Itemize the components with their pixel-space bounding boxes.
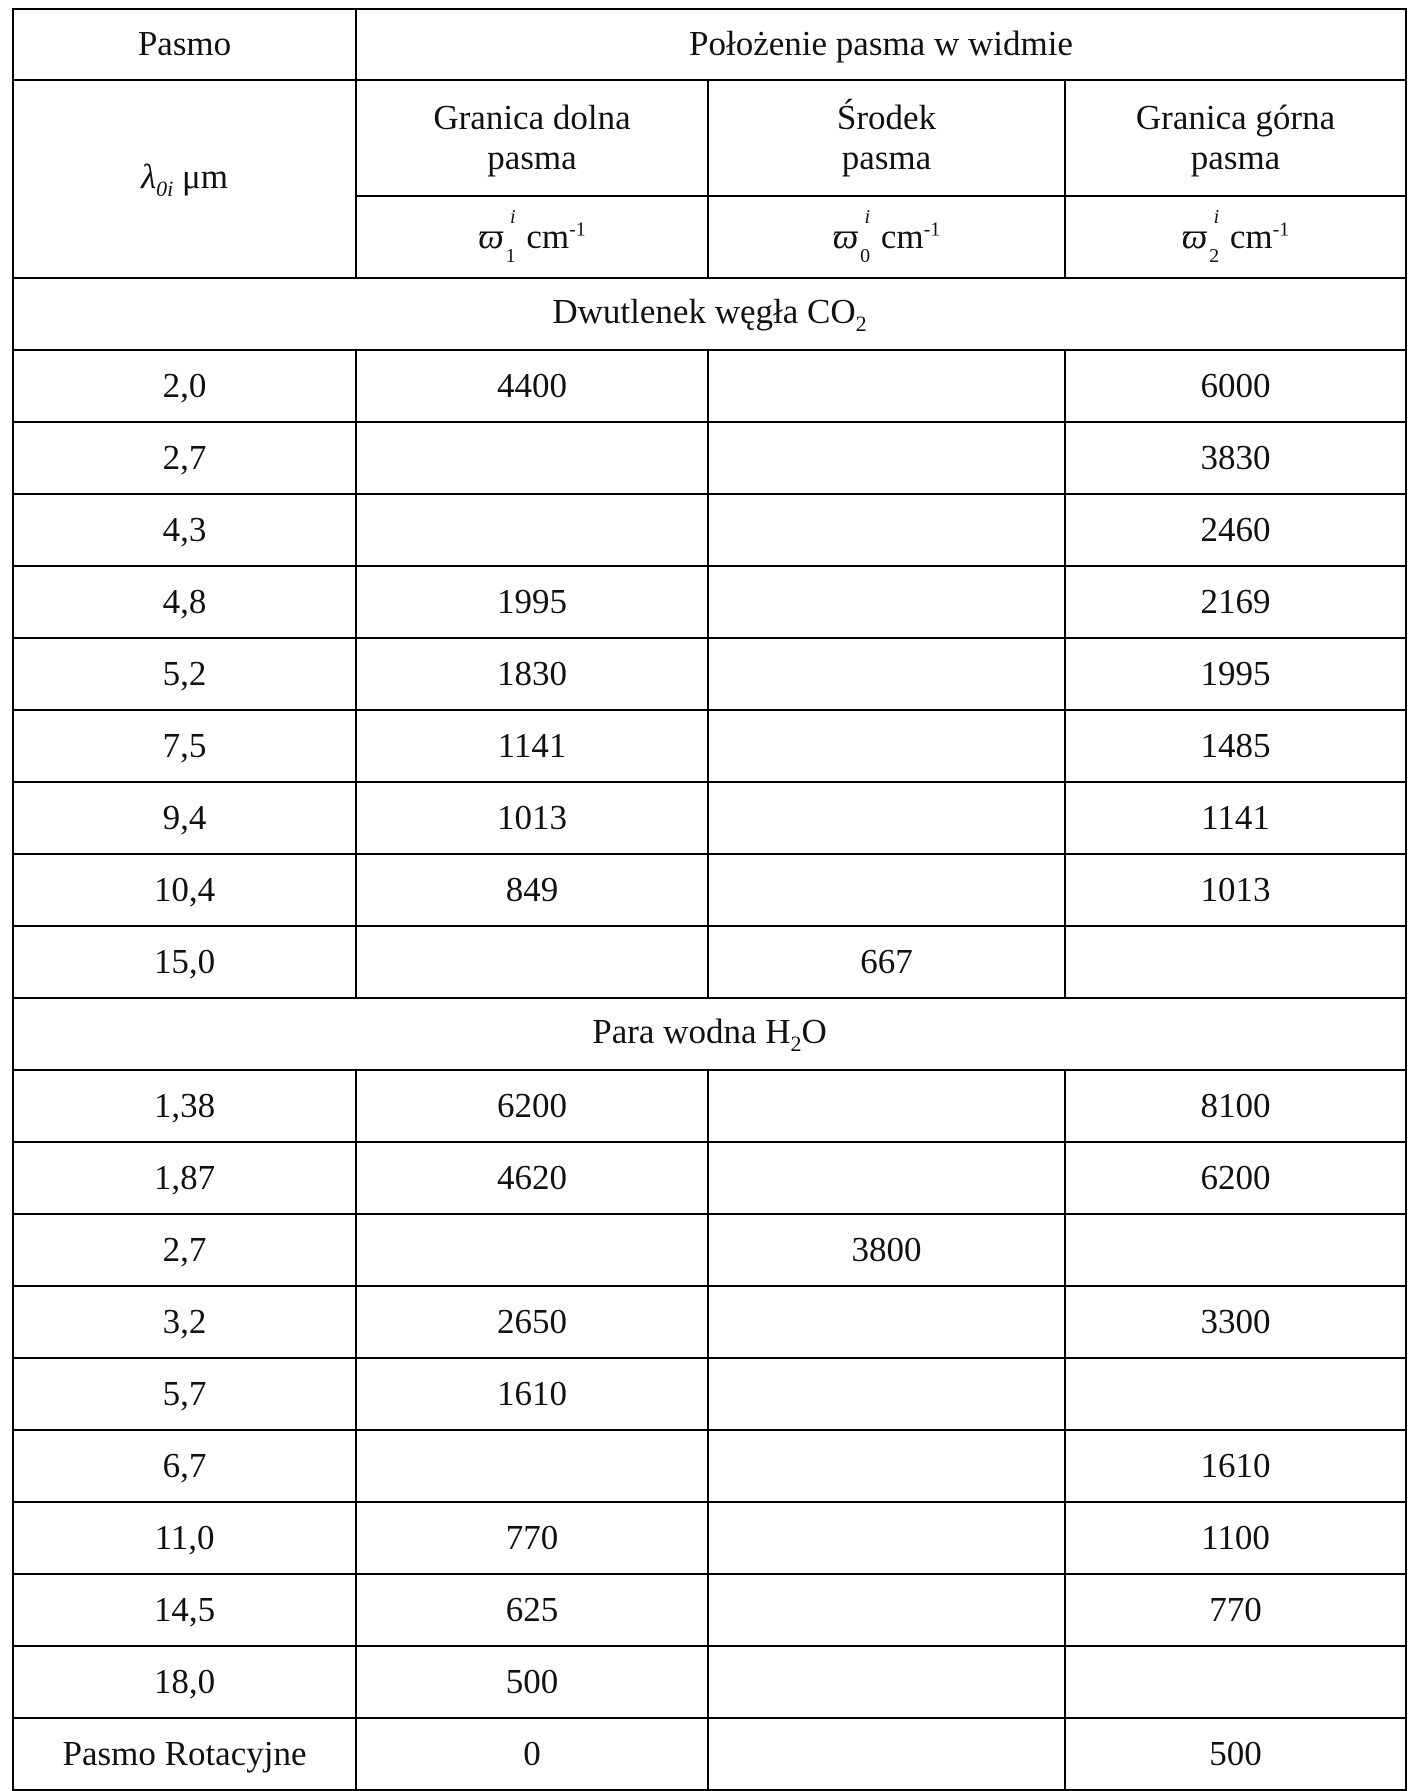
omega2-header xyxy=(1065,196,1406,278)
upper-bound-header: Granica górna pasma xyxy=(1065,80,1406,196)
lower-bound-cell: 6200 xyxy=(356,1070,708,1142)
upper-bound-cell: 3830 xyxy=(1065,422,1406,494)
band-cell: 14,5 xyxy=(13,1574,356,1646)
omega1-unit: $cm^{-1}$ xyxy=(526,217,586,257)
center-cell xyxy=(708,710,1065,782)
band-cell: 11,0 xyxy=(13,1502,356,1574)
center-cell xyxy=(708,1286,1065,1358)
band-cell: Pasmo Rotacyjne xyxy=(13,1718,356,1790)
center-header: Środek pasma xyxy=(708,80,1065,196)
table-row xyxy=(13,710,1406,782)
header-row-2 xyxy=(13,80,1406,196)
omega0-unit: $cm^{-1}$ xyxy=(880,217,941,257)
omega1-header xyxy=(356,196,708,278)
table-row xyxy=(13,422,1406,494)
table-row xyxy=(13,1214,1406,1286)
center-cell: 667 xyxy=(708,926,1065,998)
band-cell: 9,4 xyxy=(13,782,356,854)
lower-bound-cell: 1013 xyxy=(356,782,708,854)
table-row xyxy=(13,926,1406,998)
center-cell xyxy=(708,1502,1065,1574)
table-row xyxy=(13,1070,1406,1142)
omega0-symbol: ϖ i 0 xyxy=(832,206,871,267)
lower-bound-cell: 1141 xyxy=(356,710,708,782)
band-cell: 1,38 xyxy=(13,1070,356,1142)
table-row xyxy=(13,1142,1406,1214)
lower-bound-cell: 4400 xyxy=(356,350,708,422)
lower-bound-cell xyxy=(356,1430,708,1502)
table-row xyxy=(13,494,1406,566)
lower-bound-cell xyxy=(356,926,708,998)
absorption-bands-table xyxy=(12,8,1407,1791)
upper-bound-cell: 6200 xyxy=(1065,1142,1406,1214)
band-cell: 2,7 xyxy=(13,1214,356,1286)
band-cell: 3,2 xyxy=(13,1286,356,1358)
upper-bound-cell xyxy=(1065,1646,1406,1718)
center-cell xyxy=(708,854,1065,926)
center-cell xyxy=(708,350,1065,422)
header-row-1 xyxy=(13,9,1406,80)
center-cell xyxy=(708,1142,1065,1214)
table-row xyxy=(13,1430,1406,1502)
center-cell xyxy=(708,1070,1065,1142)
section-title: Para wodna $H_2O$ xyxy=(13,998,1406,1070)
lower-bound-cell xyxy=(356,422,708,494)
band-cell: 4,3 xyxy=(13,494,356,566)
center-cell xyxy=(708,638,1065,710)
table-row xyxy=(13,566,1406,638)
band-header: Pasmo xyxy=(13,9,356,80)
table-row xyxy=(13,1646,1406,1718)
position-header: Położenie pasma w widmie xyxy=(356,9,1406,80)
lower-bound-cell: 4620 xyxy=(356,1142,708,1214)
upper-bound-cell: 2460 xyxy=(1065,494,1406,566)
center-cell xyxy=(708,1430,1065,1502)
band-cell: 6,7 xyxy=(13,1430,356,1502)
upper-bound-cell: 1141 xyxy=(1065,782,1406,854)
center-cell xyxy=(708,1574,1065,1646)
lower-bound-cell: 625 xyxy=(356,1574,708,1646)
band-cell: 1,87 xyxy=(13,1142,356,1214)
center-cell: 3800 xyxy=(708,1214,1065,1286)
center-cell xyxy=(708,494,1065,566)
center-cell xyxy=(708,566,1065,638)
upper-bound-cell: 1100 xyxy=(1065,1502,1406,1574)
center-cell xyxy=(708,422,1065,494)
table-body xyxy=(13,9,1406,1790)
band-cell: 10,4 xyxy=(13,854,356,926)
omega2-symbol: ϖ i 2 xyxy=(1181,206,1220,267)
center-cell xyxy=(708,1718,1065,1790)
band-cell: 2,7 xyxy=(13,422,356,494)
band-cell: 18,0 xyxy=(13,1646,356,1718)
table-row xyxy=(13,1286,1406,1358)
table-row xyxy=(13,854,1406,926)
lower-bound-cell: 500 xyxy=(356,1646,708,1718)
omega0-header xyxy=(708,196,1065,278)
section-title: Dwutlenek węgła $CO_2$ xyxy=(13,278,1406,350)
lower-bound-cell: 1830 xyxy=(356,638,708,710)
band-cell: 5,7 xyxy=(13,1358,356,1430)
band-cell: 4,8 xyxy=(13,566,356,638)
lower-bound-cell: 0 xyxy=(356,1718,708,1790)
upper-bound-cell: 3300 xyxy=(1065,1286,1406,1358)
band-cell: 5,2 xyxy=(13,638,356,710)
section-header-row xyxy=(13,998,1406,1070)
upper-bound-cell xyxy=(1065,1214,1406,1286)
upper-bound-cell: 6000 xyxy=(1065,350,1406,422)
upper-bound-cell: 1995 xyxy=(1065,638,1406,710)
upper-bound-cell: 1485 xyxy=(1065,710,1406,782)
upper-bound-cell: 1610 xyxy=(1065,1430,1406,1502)
lower-bound-header: Granica dolna pasma xyxy=(356,80,708,196)
omega2-unit: $cm^{-1}$ xyxy=(1229,217,1290,257)
center-cell xyxy=(708,1646,1065,1718)
band-cell: 15,0 xyxy=(13,926,356,998)
table-row xyxy=(13,350,1406,422)
lower-bound-cell: 849 xyxy=(356,854,708,926)
upper-bound-cell: 2169 xyxy=(1065,566,1406,638)
omega1-symbol: ϖ i 1 xyxy=(478,206,516,267)
table-row xyxy=(13,1358,1406,1430)
table-row xyxy=(13,1718,1406,1790)
upper-bound-cell: 8100 xyxy=(1065,1070,1406,1142)
lambda-symbol: $\lambda_{0i}$ xyxy=(140,156,174,201)
lower-bound-cell: 770 xyxy=(356,1502,708,1574)
lower-bound-cell: 2650 xyxy=(356,1286,708,1358)
center-cell xyxy=(708,782,1065,854)
center-cell xyxy=(708,1358,1065,1430)
upper-bound-cell: 770 xyxy=(1065,1574,1406,1646)
upper-bound-cell xyxy=(1065,926,1406,998)
lower-bound-cell xyxy=(356,1214,708,1286)
table-row xyxy=(13,638,1406,710)
table-row xyxy=(13,782,1406,854)
lambda-unit: μm xyxy=(182,156,229,196)
lambda-header xyxy=(13,80,356,278)
upper-bound-cell: 500 xyxy=(1065,1718,1406,1790)
band-cell: 7,5 xyxy=(13,710,356,782)
table-row xyxy=(13,1502,1406,1574)
lower-bound-cell xyxy=(356,494,708,566)
lower-bound-cell: 1995 xyxy=(356,566,708,638)
upper-bound-cell: 1013 xyxy=(1065,854,1406,926)
table-row xyxy=(13,1574,1406,1646)
upper-bound-cell xyxy=(1065,1358,1406,1430)
section-header-row xyxy=(13,278,1406,350)
lower-bound-cell: 1610 xyxy=(356,1358,708,1430)
band-cell: 2,0 xyxy=(13,350,356,422)
